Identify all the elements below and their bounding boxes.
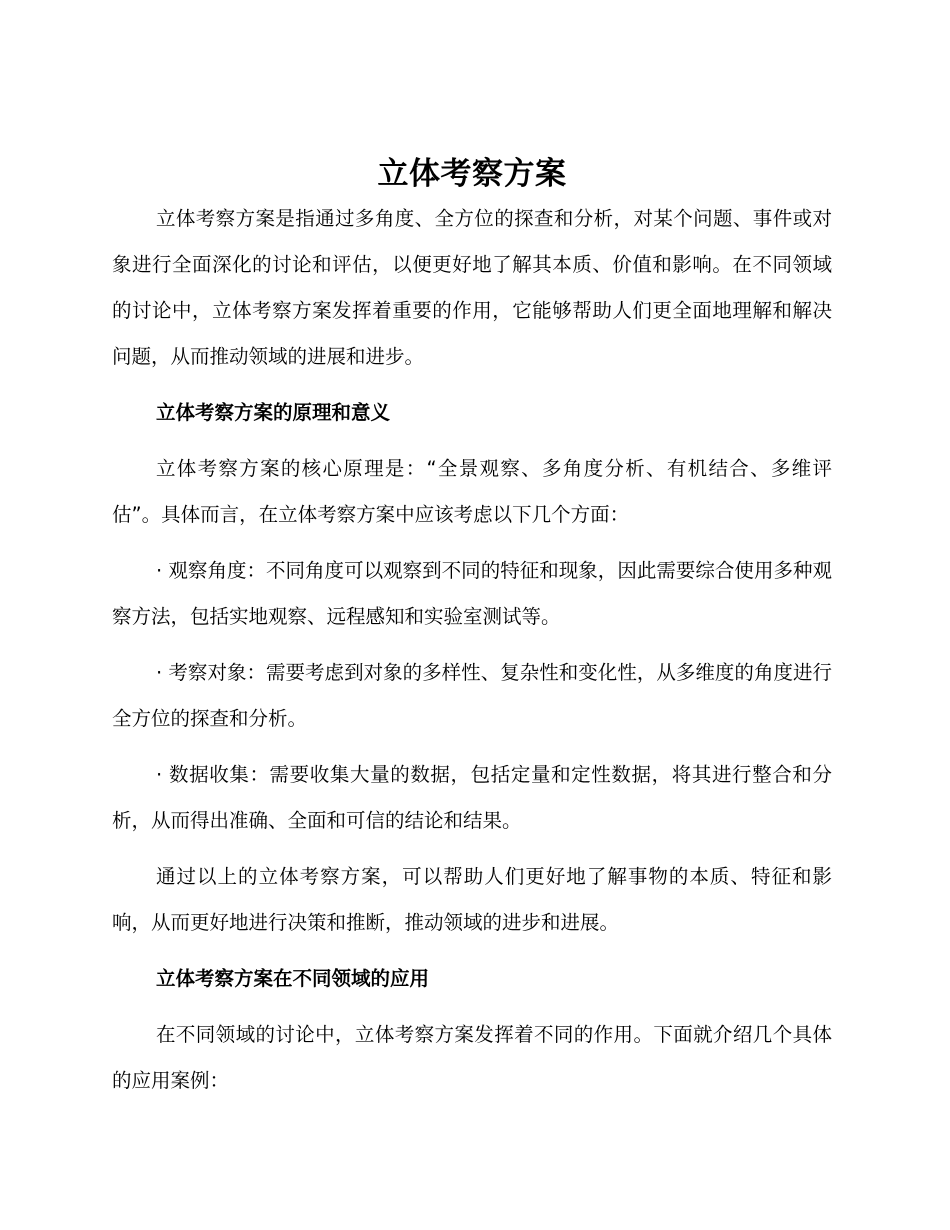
document-title: 立体考察方案 [377,156,567,192]
spacer [112,380,832,390]
section-heading-principles: 立体考察方案的原理和意义 [156,401,391,424]
spacer [112,844,832,854]
spacer [112,1002,832,1012]
principles-paragraph: 立体考察方案的核心原理是：“全景观察、多角度分析、有机结合、多维评估”。具体而言，在立体考察方案中应该考虑以下几个方面： [112,457,832,526]
applications-paragraph: 在不同领域的讨论中，立体考察方案发挥着不同的作用。下面就介绍几个具体的应用案例： [112,1023,832,1092]
spacer [112,538,832,548]
bullet-data-collection: · 数据收集：需要收集大量的数据，包括定量和定性数据，将其进行整合和分析，从而得出准确、全面和可信的结论和结果。 [112,763,832,832]
bullet-inspection-object: · 考察对象：需要考虑到对象的多样性、复杂性和变化性，从多维度的角度进行全方位的探查和分析。 [112,661,832,730]
document-page [112,152,832,1104]
intro-paragraph: 立体考察方案是指通过多角度、全方位的探查和分析，对某个问题、事件或对象进行全面深化的讨论和评估，以便更好地了解其本质、价值和影响。在不同领域的讨论中，立体考察方案发挥着重要的作用，它能够帮助人们更全面地理解和解决问题，从而推动领域的进展和进步。 [112,207,832,368]
summary-paragraph: 通过以上的立体考察方案，可以帮助人们更好地了解事物的本质、特征和影响，从而更好地进行决策和推断，推动领域的进步和进展。 [112,865,832,934]
bullet-observation-angle: · 观察角度：不同角度可以观察到不同的特征和现象，因此需要综合使用多种观察方法，包括实地观察、远程感知和实验室测试等。 [112,559,832,628]
spacer [112,742,832,752]
section-heading-applications: 立体考察方案在不同领域的应用 [156,967,430,990]
spacer [112,436,832,446]
spacer [112,946,832,956]
spacer [112,640,832,650]
